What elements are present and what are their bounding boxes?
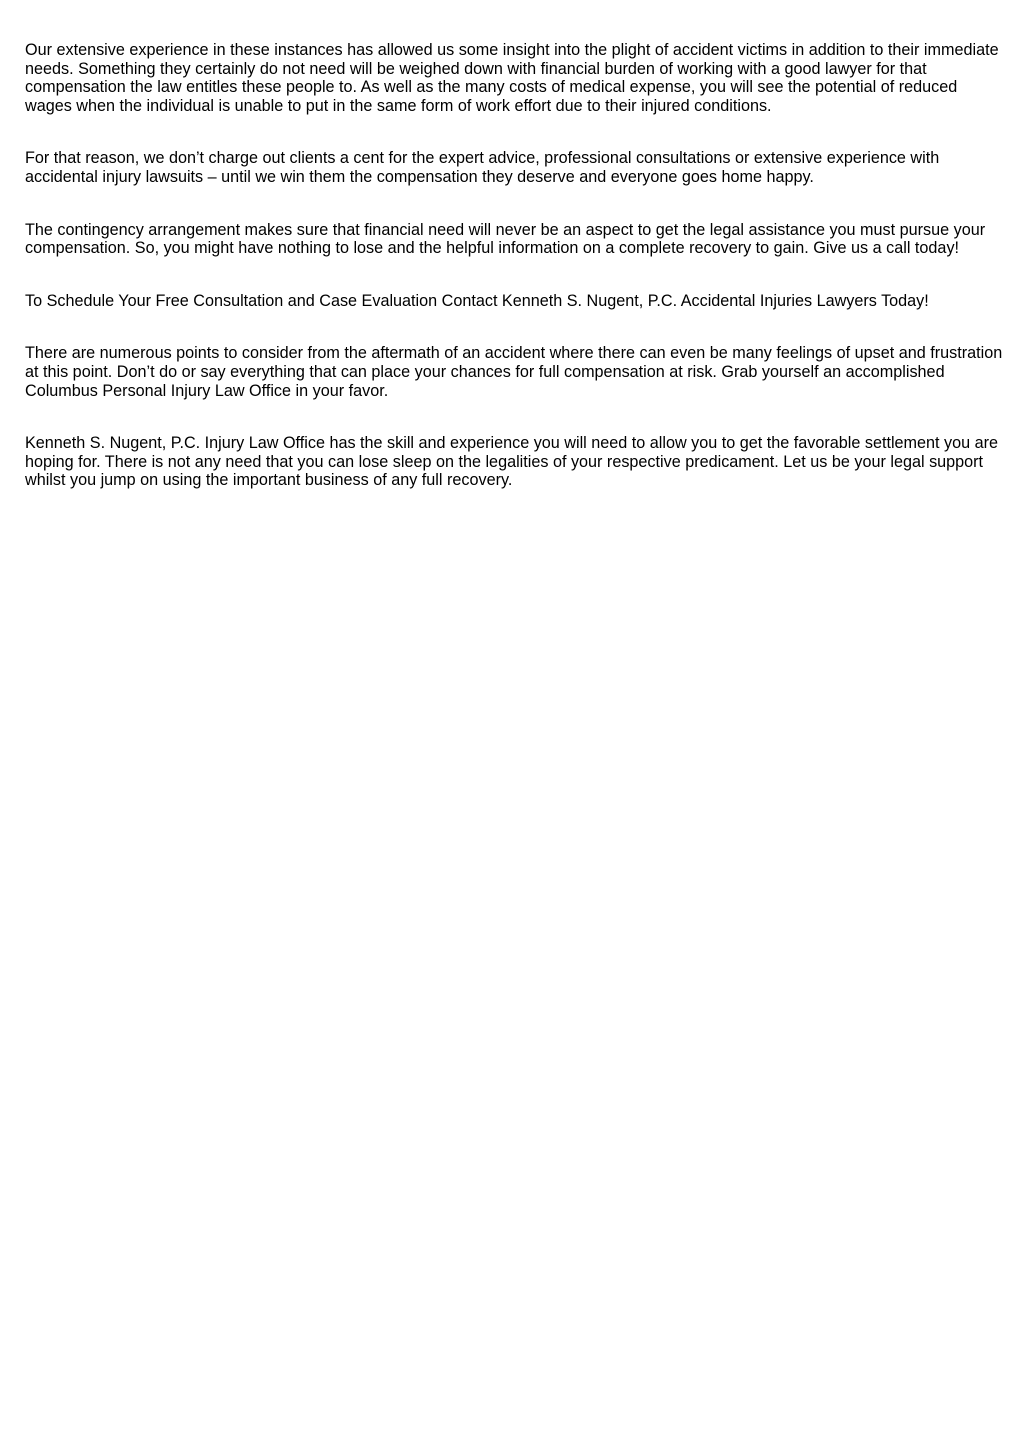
- paragraph-law-office: Kenneth S. Nugent, P.C. Injury Law Office has the skill and experience you will need to allow you to get the favorable settlement you are hoping for. There is not any need that you can lose sleep on the legalities of your respective predicament. Let us be your legal support whilst you jump on using the important business of any full recovery.: [25, 434, 999, 490]
- paragraph-aftermath: There are numerous points to consider from the aftermath of an accident where there can even be many feelings of upset and frustration at this point. Don’t do or say everything that can place your chances for full compensation at risk. Grab yourself an accomplished Columbus Personal Injury Law Office in your favor.: [25, 344, 1003, 400]
- paragraph-experience: Our extensive experience in these instances has allowed us some insight into the plight of accident victims in addition to their immediate needs. Something they certainly do not need will be weighed down with financial burden of working with a good lawyer for that compensation the law entitles these people to. As well as the many costs of medical expense, you will see the potential of reduced wages when the individual is unable to put in the same form of work effort due to their injured conditions.: [25, 41, 999, 115]
- paragraph-no-charge: For that reason, we don’t charge out clients a cent for the expert advice, professional consultations or extensive experience with accidental injury lawsuits – until we win them the compensation they deserve and everyone goes home happy.: [25, 149, 940, 186]
- document-body: [25, 41, 1003, 524]
- paragraph-contingency: The contingency arrangement makes sure that financial need will never be an aspect to get the legal assistance you must pursue your compensation. So, you might have nothing to lose and the helpful information on a complete recovery to gain. Give us a call today!: [25, 220, 986, 258]
- paragraph-schedule-consultation: To Schedule Your Free Consultation and Case Evaluation Contact Kenneth S. Nugent, P.C. Accidental Injuries Lawyers Today!: [25, 291, 929, 310]
